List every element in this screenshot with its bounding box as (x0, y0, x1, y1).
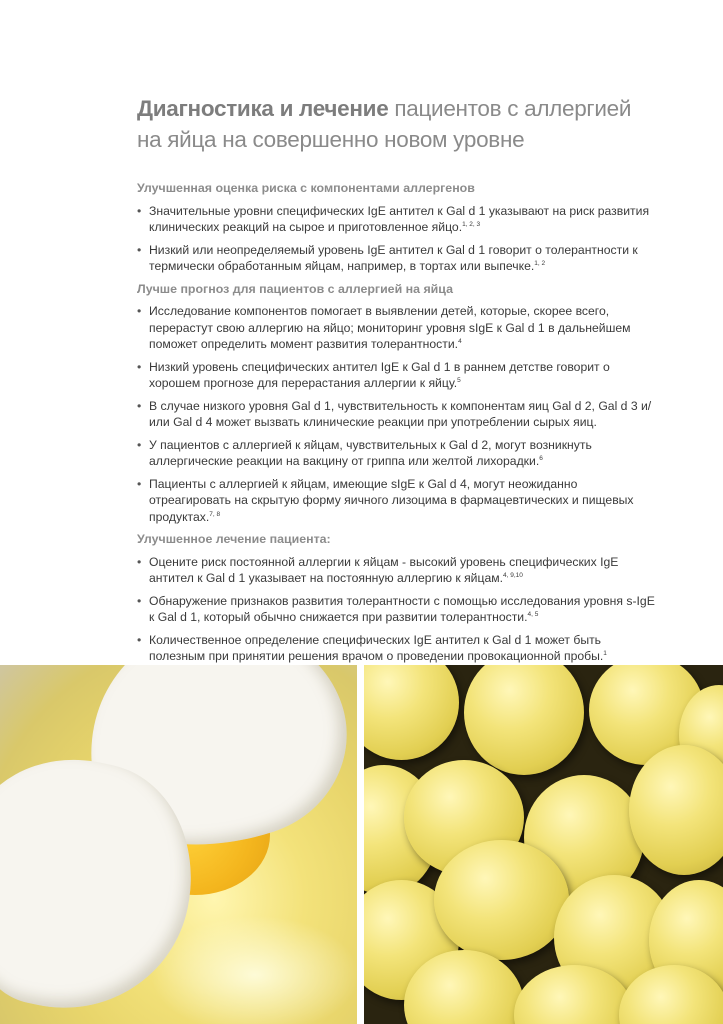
section-prognosis (137, 281, 657, 526)
reference-marks: 1, 2, 3 (462, 220, 481, 228)
reference-marks: 4 (458, 337, 462, 345)
item-text: Пациенты с аллергией к яйцам, имеющие sIgE к Gal d 4, могут неожиданно отреагировать на скрытую форму яичного лизоцима в фармацевтических и пищевых продуктах. (149, 476, 634, 524)
egg-white-highlight (150, 915, 357, 1024)
bullet-list (137, 554, 657, 665)
section-heading: Улучшенная оценка риска с компонентами аллергенов (137, 181, 475, 195)
list-item (137, 398, 657, 431)
list-item (137, 242, 657, 275)
egg-shape (364, 665, 459, 760)
egg-shape (434, 840, 569, 960)
item-text: Низкий или неопределяемый уровень IgE антител к Gal d 1 говорит о толерантности к термически обработанным яйцам, например, в тортах или выпечке. (149, 242, 638, 273)
list-item (137, 437, 657, 470)
reference-marks: 1 (603, 649, 607, 657)
list-item (137, 203, 657, 236)
list-item (137, 554, 657, 587)
page-title-bold: Диагностика и лечение (137, 96, 389, 121)
reference-marks: 7, 8 (209, 510, 221, 518)
section-risk-assessment (137, 180, 657, 275)
item-text: Количественное определение специфических IgE антител к Gal d 1 может быть полезным при принятии решения врачом о проведении провокационной пробы. (149, 632, 604, 663)
list-item (137, 359, 657, 392)
cracked-egg-photo (0, 665, 357, 1024)
bullet-list (137, 303, 657, 525)
list-item (137, 476, 657, 526)
item-text: В случае низкого уровня Gal d 1, чувствительность к компонентам яиц Gal d 2, Gal d 3 и/или Gal d 4 может вызвать клинические реакции при употреблении сырых яиц. (149, 398, 652, 429)
item-text: Оцените риск постоянной аллергии к яйцам - высокий уровень специфических IgE антител к Gal d 1 указывает на постоянную аллергию к яйцам. (149, 554, 619, 585)
page-title-rest: пациентов с аллергией на яйца на совершенно новом уровне (137, 96, 632, 152)
section-heading: Лучше прогноз для пациентов с аллергией на яйца (137, 281, 453, 296)
egg-shape (464, 665, 584, 775)
reference-marks: 5 (457, 376, 461, 384)
page-title (137, 93, 657, 155)
list-item (137, 632, 657, 665)
yellow-eggs-photo (364, 665, 723, 1024)
item-text: Значительные уровни специфических IgE антител к Gal d 1 указывают на риск развития клинических реакций на сырое и приготовленное яйцо. (149, 203, 650, 234)
reference-marks: 6 (539, 454, 543, 462)
bullet-list (137, 203, 657, 275)
section-heading: Улучшенное лечение пациента: (137, 532, 331, 546)
content-body (137, 180, 657, 671)
item-text: У пациентов с аллергией к яйцам, чувствительных к Gal d 2, могут возникнуть аллергические реакции на вакцину от гриппа или желтой лихорадки. (149, 437, 592, 468)
reference-marks: 4, 9,10 (503, 571, 523, 579)
item-text: Низкий уровень специфических антител IgE к Gal d 1 в раннем детстве говорит о хорошем прогнозе для перерастания аллергии к яйцу. (149, 359, 610, 390)
list-item (137, 303, 657, 353)
item-text: Обнаружение признаков развития толерантности с помощью исследования уровня s-IgE к Gal d 1, который обычно снижается при развитии толерантности. (149, 593, 655, 624)
egg-shape (629, 745, 723, 875)
reference-marks: 4, 5 (527, 610, 539, 618)
item-text: Исследование компонентов помогает в выявлении детей, которые, скорее всего, перерастут свою аллергию на яйцо; мониторинг уровня sIgE к Gal d 1 в дальнейшем поможет определить момент развития толерантности. (149, 304, 631, 351)
reference-marks: 1, 2 (534, 259, 546, 267)
section-treatment (137, 531, 657, 665)
list-item (137, 593, 657, 626)
